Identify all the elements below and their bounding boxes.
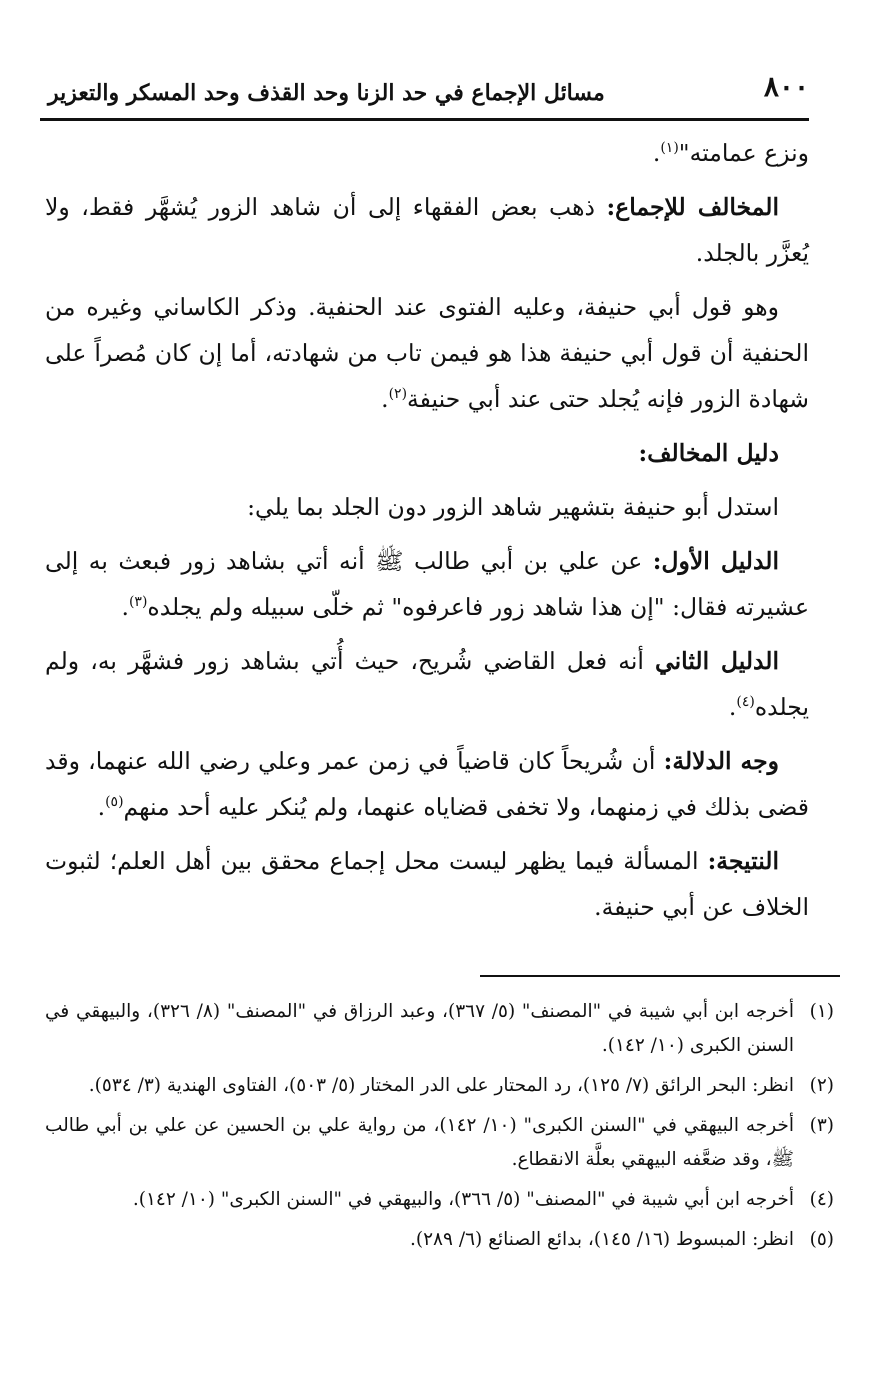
footnote — [45, 1223, 834, 1257]
footnote-text: أخرجه ابن أبي شيبة في "المصنف" (٥/ ٣٦٧)، وعبد الرزاق في "المصنف" (٨/ ٣٢٦)، والبيهقي في السنن الكبرى (١٠/ ١٤٢). — [45, 1001, 794, 1056]
footnote-ref-4: (٤) — [736, 694, 755, 711]
footnote-number: (٥) — [809, 1229, 834, 1250]
footnote-number: (٣) — [809, 1115, 834, 1136]
paragraph-3: وهو قول أبي حنيفة، وعليه الفتوى عند الحنفية. وذكر الكاساني وغيره من الحنفية أن قول أبي حنيفة هذا هو فيمن تاب من شهادته، أما إن كان مُصراً على شهادة الزور فإنه يُجلد حتى عند أبي حنيفة$^{(٢)}$. — [45, 293, 809, 413]
paragraph-1: ونزع عمامته"$^{(١)}$. — [652, 139, 809, 167]
footnote-text: أخرجه ابن أبي شيبة في "المصنف" (٥/ ٣٦٦)، والبيهقي في "السنن الكبرى" (١٠/ ١٤٢). — [132, 1189, 794, 1210]
footnotes — [45, 995, 834, 1263]
running-title: مسائل الإجماع في حد الزنا وحد القذف وحد المسكر والتعزير — [48, 80, 605, 106]
footnote — [45, 1183, 834, 1217]
paragraph-9: النتيجة: المسألة فيما يظهر ليست محل إجماع محقق بين أهل العلم؛ لثبوت الخلاف عن أبي حنيفة. — [45, 847, 809, 921]
paragraph-8: وجه الدلالة: أن شُريحاً كان قاضياً في زمن عمر وعلي رضي الله عنهما، وقد قضى بذلك في زمنهما، ولا تخفى قضاياه عنهما، ولم يُنكر عليه أحد منهم$^{(٥)}$. — [45, 747, 809, 821]
opponent-label: المخالف للإجماع: — [606, 193, 779, 221]
footnote-ref-5: (٥) — [105, 794, 124, 811]
first-evidence-label: الدليل الأول: — [652, 547, 779, 575]
footnote-number: (١) — [809, 1001, 834, 1022]
second-evidence-label: الدليل الثاني — [655, 647, 780, 675]
page-number: ٨٠٠ — [763, 70, 809, 103]
footnote — [45, 1069, 834, 1103]
footnote-number: (٤) — [809, 1189, 834, 1210]
footnote-text: انظر: المبسوط (١٦/ ١٤٥)، بدائع الصنائع (٦/ ٢٨٩). — [410, 1229, 794, 1250]
opponent-evidence-heading: دليل المخالف: — [638, 439, 779, 467]
footnote — [45, 995, 834, 1063]
result-label: النتيجة: — [707, 847, 779, 875]
footnote-text: انظر: البحر الرائق (٧/ ١٢٥)، رد المحتار على الدر المختار (٥/ ٥٠٣)، الفتاوى الهندية (٣/ ٥٣٤). — [88, 1075, 794, 1096]
main-text — [45, 130, 809, 938]
page-header — [40, 60, 809, 121]
footnote-ref-3: (٣) — [128, 594, 148, 611]
paragraph-6: الدليل الأول: عن علي بن أبي طالب ﷺ أنه أتي بشاهد زور فبعث به إلى عشيرته فقال: "إن هذا شاهد زور فاعرفوه" ثم خلّى سبيله ولم يجلده$^{(٣)}$. — [45, 547, 809, 621]
footnote-separator — [480, 975, 840, 977]
footnote-text: أخرجه البيهقي في "السنن الكبرى" (١٠/ ١٤٢)، من رواية علي بن الحسين عن علي بن أبي طالب ﷺ، وقد ضعَّفه البيهقي بعلَّة الانقطاع. — [45, 1115, 794, 1170]
paragraph-5: استدل أبو حنيفة بتشهير شاهد الزور دون الجلد بما يلي: — [247, 493, 779, 521]
footnote-ref-1: (١) — [660, 140, 679, 157]
footnote-ref-2: (٢) — [388, 386, 408, 403]
indication-label: وجه الدلالة: — [663, 747, 779, 775]
footnote-number: (٢) — [809, 1075, 834, 1096]
paragraph-2: المخالف للإجماع: ذهب بعض الفقهاء إلى أن شاهد الزور يُشهَّر فقط، ولا يُعزَّر بالجلد. — [45, 193, 809, 267]
footnote — [45, 1109, 834, 1177]
paragraph-7: الدليل الثاني أنه فعل القاضي شُريح، حيث أُتي بشاهد زور فشهَّر به، ولم يجلده$^{(٤)}$. — [45, 647, 809, 721]
